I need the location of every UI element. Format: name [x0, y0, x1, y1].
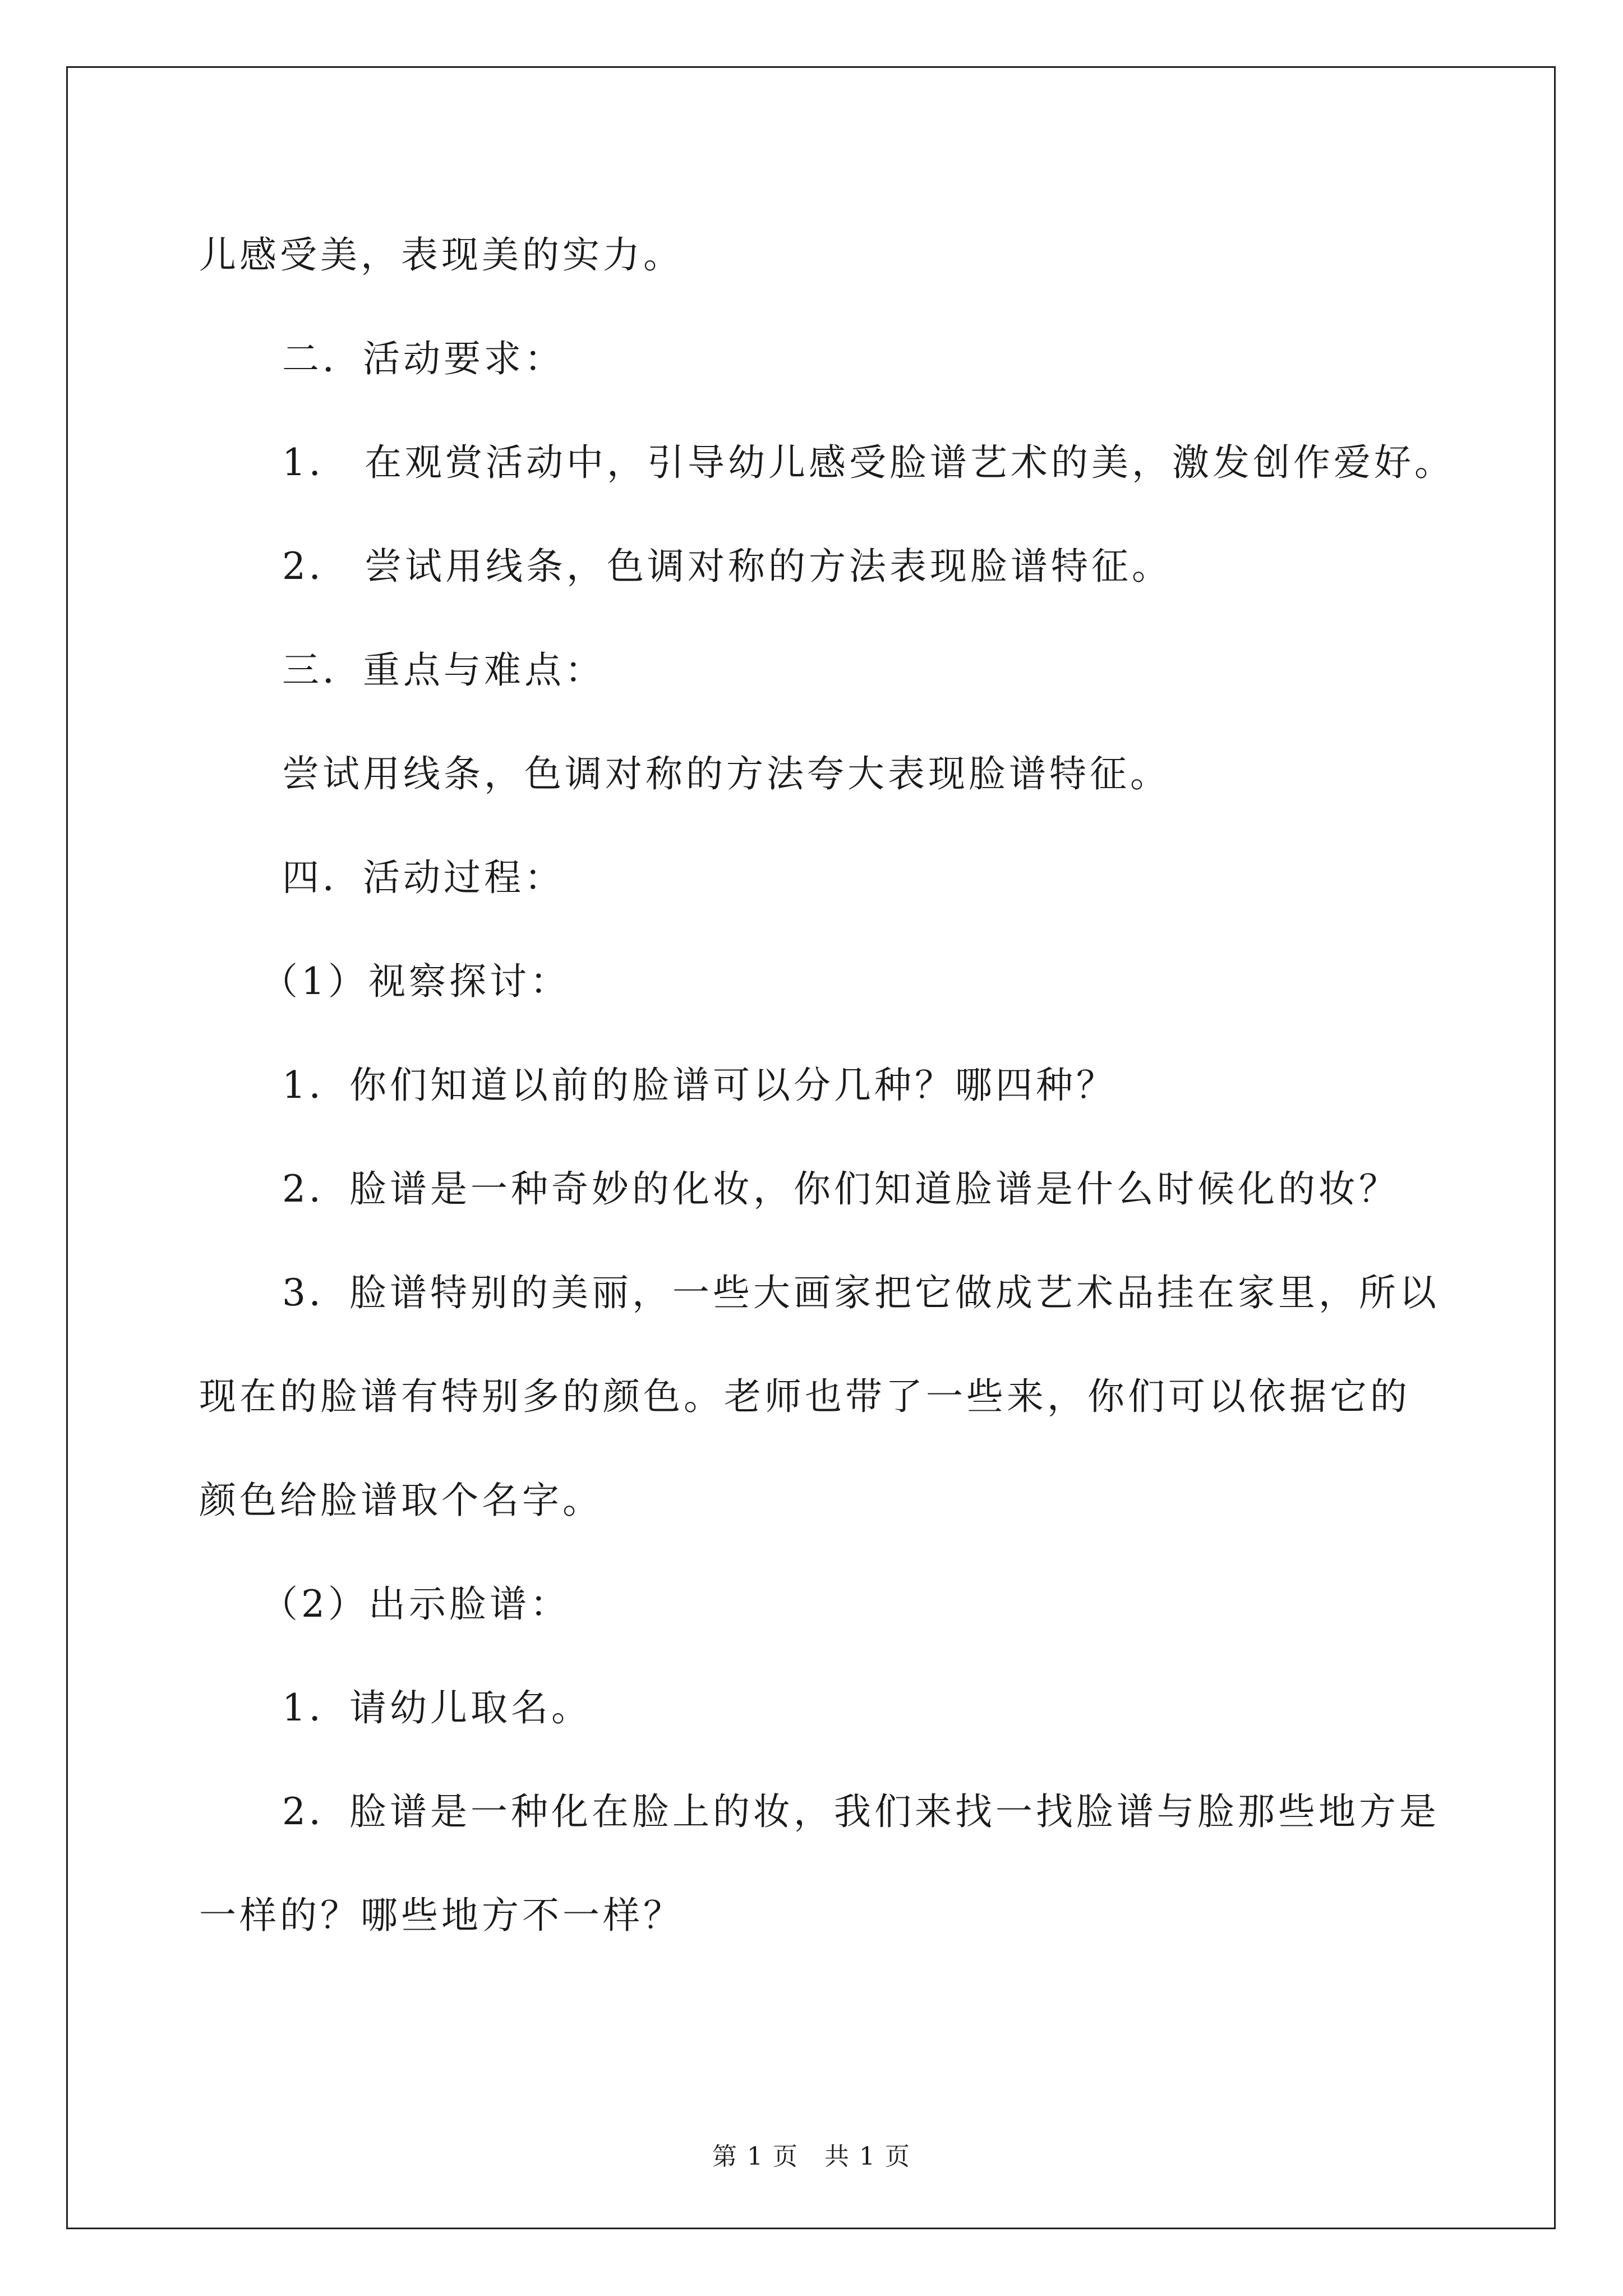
- list-item-question-2: 2．脸谱是一种奇妙的化妆，你们知道脸谱是什么时候化的妆？: [282, 1167, 1399, 1211]
- text-line-key-points: 尝试用线条，色调对称的方法夸大表现脸谱特征。: [282, 752, 1170, 795]
- section-heading-3: 三．重点与难点：: [282, 648, 605, 692]
- text-line-continuation-2: 颜色给脸谱取个名字。: [199, 1479, 603, 1522]
- list-item-question-3: 3．脸谱特别的美丽，一些大画家把它做成艺术品挂在家里，所以: [282, 1271, 1440, 1314]
- list-item-step-2: 2．脸谱是一种化在脸上的妆，我们来找一找脸谱与脸那些地方是: [282, 1790, 1440, 1833]
- list-item-requirement-1: 1． 在观赏活动中，引导幼儿感受脸谱艺术的美，激发创作爱好。: [282, 441, 1455, 484]
- text-line-continuation-3: 一样的？哪些地方不一样？: [199, 1894, 684, 1937]
- subsection-heading-1: （1）视察探讨：: [261, 960, 570, 1003]
- list-item-step-1: 1．请幼儿取名。: [282, 1686, 592, 1729]
- section-heading-2: 二．活动要求：: [282, 337, 565, 380]
- list-item-question-1: 1．你们知道以前的脸谱可以分几种？哪四种？: [282, 1064, 1117, 1107]
- text-line-continuation-1: 现在的脸谱有特别多的颜色。老师也带了一些来，你们可以依据它的: [199, 1375, 1410, 1418]
- page-number-footer: 第 1 页 共 1 页: [712, 2142, 911, 2171]
- list-item-requirement-2: 2． 尝试用线条，色调对称的方法表现脸谱特征。: [282, 545, 1172, 588]
- text-line-1: 儿感受美，表现美的实力。: [199, 233, 684, 277]
- subsection-heading-2: （2）出示脸谱：: [261, 1582, 570, 1626]
- section-heading-4: 四．活动过程：: [282, 856, 565, 899]
